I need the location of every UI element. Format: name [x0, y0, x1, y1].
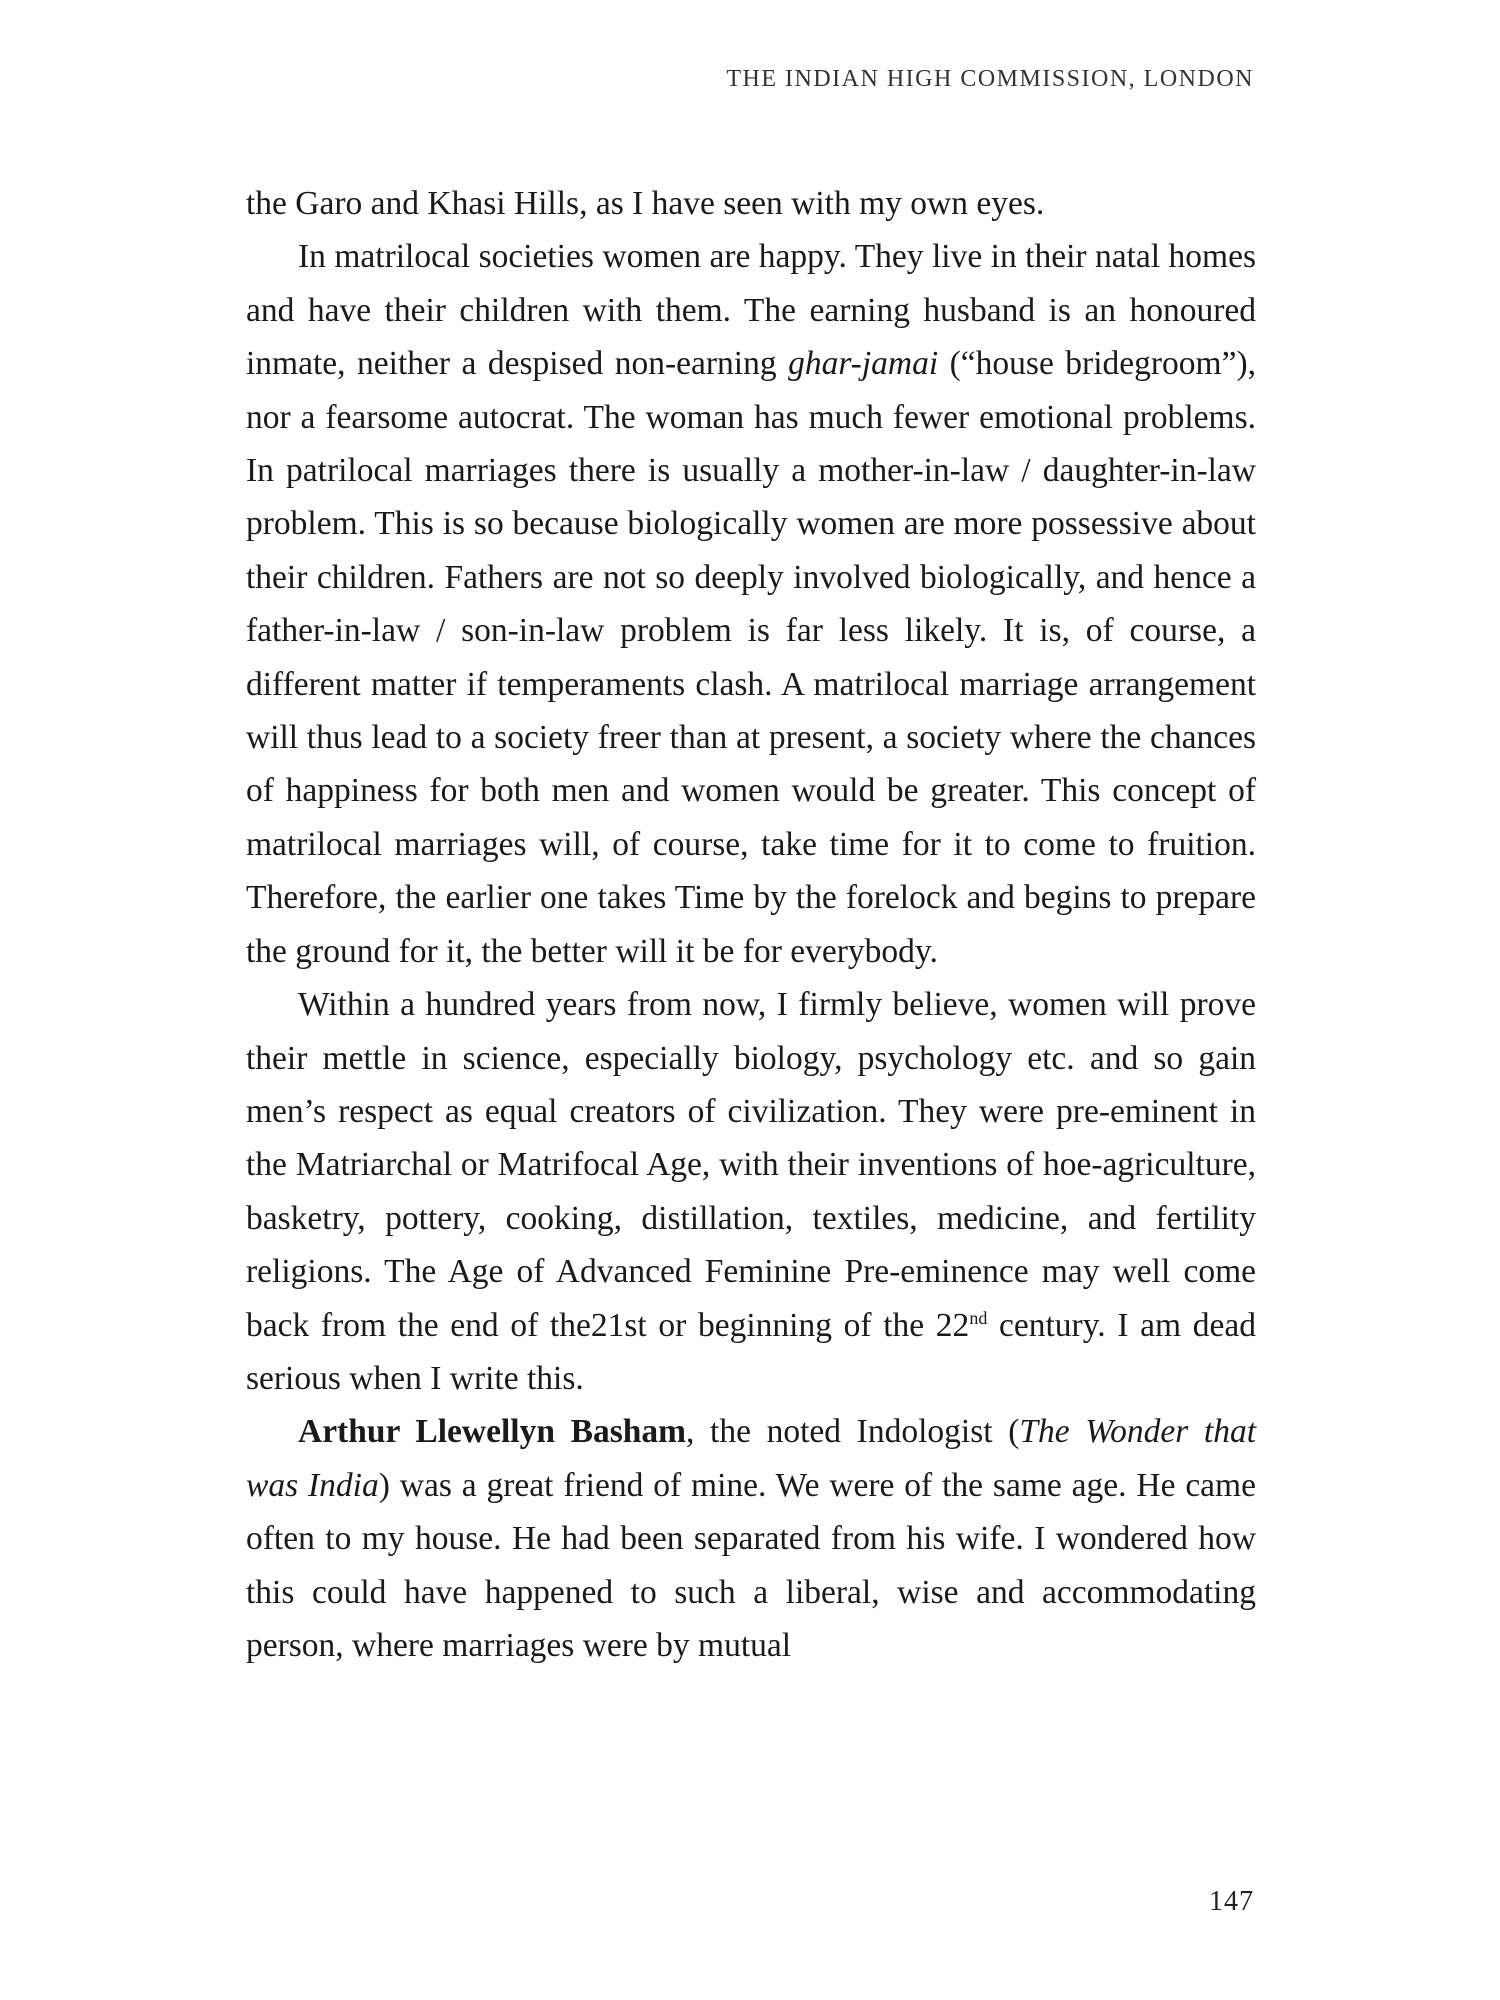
page-number: 147	[1209, 1886, 1254, 1917]
paragraph-matrilocal-societies	[246, 230, 1256, 978]
ordinal-superscript: nd	[969, 1307, 988, 1328]
italic-book-title: The Wonder that was India	[246, 1413, 1256, 1504]
bold-person-name: Arthur Llewellyn Basham	[298, 1413, 687, 1451]
paragraph-text: , the noted Indologist (	[686, 1413, 1020, 1451]
paragraph-text: Within a hundred years from now, I firmly believe, women will prove their mettle in science, especially biology, psychology etc. and so gain men’s respect as equal creators of civilization. They were pre-eminent in the Matriarchal or Matrifocal Age, with their inventions of hoe-agriculture, basketry, pottery, cooking, distillation, textiles, medicine, and fertility religions. The Age of Advanced Feminine Pre-eminence may well come back from the end of the21st or beginning of the 22	[246, 986, 1256, 1344]
italic-term: ghar-jamai	[788, 345, 939, 383]
paragraph-continuation	[246, 177, 1256, 230]
body-text	[246, 177, 1256, 1672]
paragraph-basham	[246, 1405, 1256, 1672]
paragraph-text: century. I am dead serious when I write this.	[246, 1306, 1256, 1397]
running-header: THE INDIAN HIGH COMMISSION, LONDON	[726, 66, 1254, 92]
paragraph-text: the Garo and Khasi Hills, as I have seen with my own eyes.	[246, 185, 1045, 222]
paragraph-text: ) was a great friend of mine. We were of the same age. He came often to my house. He had been separated from his wife. I wondered how this could have happened to such a liberal, wise and accommodating person, where marriages were by mutual	[246, 1466, 1256, 1664]
paragraph-text: (“house bridegroom”), nor a fearsome autocrat. The woman has much fewer emotional problems. In patrilocal marriages there is usually a mother-in-law / daughter-in-law problem. This is so because biologically women are more possessive about their children. Fathers are not so deeply involved biologically, and hence a father-in-law / son-in-law problem is far less likely. It is, of course, a different matter if temperaments clash. A matrilocal marriage arrangement will thus lead to a society freer than at present, a society where the chances of happiness for both men and women would be greater. This concept of matrilocal marriages will, of course, take time for it to come to fruition. Therefore, the earlier one takes Time by the forelock and begins to prepare the ground for it, the better will it be for everybody.	[246, 345, 1256, 970]
paragraph-women-in-science	[246, 978, 1256, 1405]
paragraph-text: In matrilocal societies women are happy. They live in their natal homes and have their children with them. The earning husband is an honoured inmate, neither a despised non-earning	[246, 238, 1256, 383]
